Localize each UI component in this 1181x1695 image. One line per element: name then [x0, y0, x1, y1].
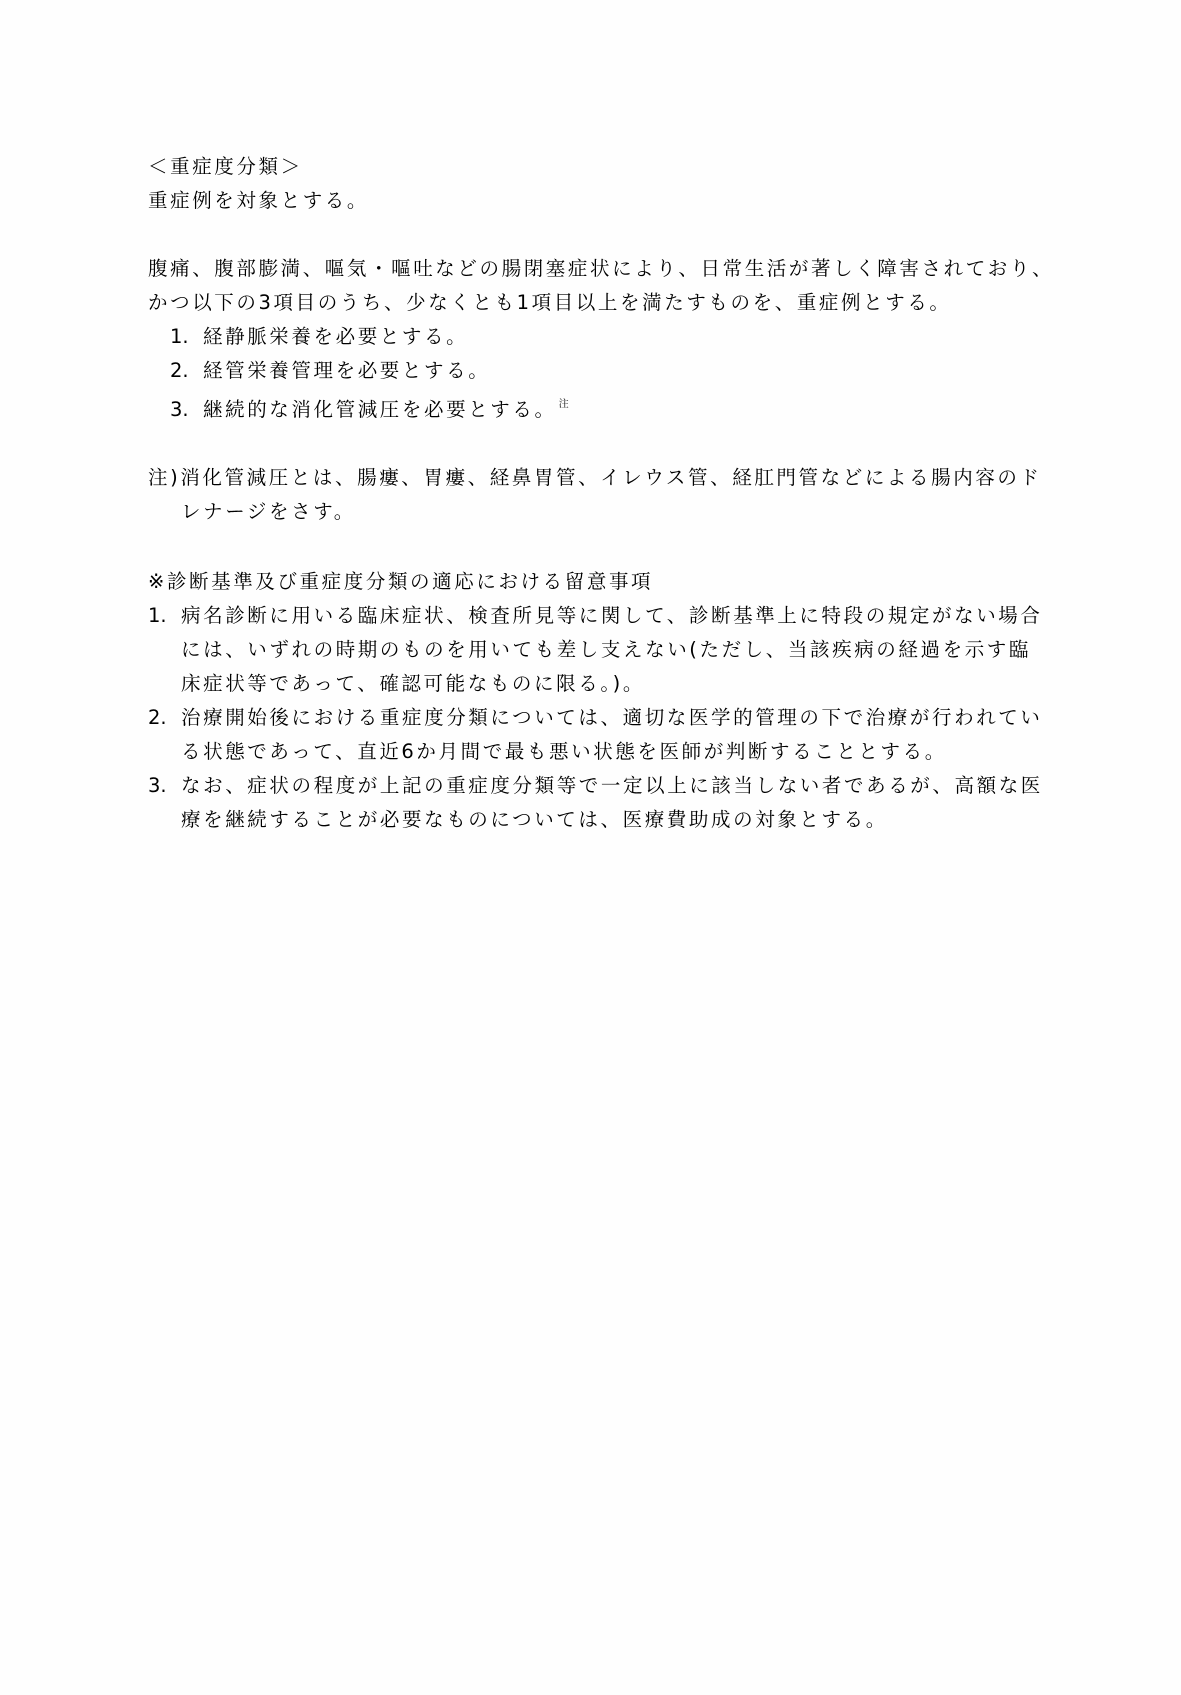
footnote-line-2: レナージをさす。 [181, 500, 356, 523]
note-text: 病名診断に用いる臨床症状、検査所見等に関して、診断基準上に特段の規定がない場合 [181, 604, 1043, 627]
note-3-line-1 [148, 774, 1043, 798]
note-text: 治療開始後における重症度分類については、適切な医学的管理の下で治療が行われてい [181, 706, 1043, 729]
item-number: 1. [170, 325, 189, 348]
item-text: 継続的な消化管減圧を必要とする。 [203, 398, 557, 421]
note-number: 3. [148, 774, 167, 797]
note-number: 1. [148, 604, 167, 627]
section-title: ＜重症度分類＞ [148, 155, 303, 178]
note-1-line-1 [148, 604, 1043, 628]
footnote-marker: 注 [558, 399, 569, 410]
criteria-item-2 [170, 359, 490, 383]
item-number: 3. [170, 398, 189, 421]
item-text: 経静脈栄養を必要とする。 [203, 325, 469, 348]
note-number: 2. [148, 706, 167, 729]
item-number: 2. [170, 359, 189, 382]
criteria-line-2: かつ以下の3項目のうち、少なくとも1項目以上を満たすものを、重症例とする。 [148, 291, 952, 314]
note-1-line-3: 床症状等であって、確認可能なものに限る。)。 [181, 672, 645, 695]
criteria-line-1: 腹痛、腹部膨満、嘔気・嘔吐などの腸閉塞症状により、日常生活が著しく障害されており、 [148, 257, 1055, 280]
criteria-item-1 [170, 325, 468, 349]
notes-title: ※診断基準及び重症度分類の適応における留意事項 [148, 570, 654, 593]
criteria-item-3 [170, 393, 569, 422]
note-2-line-2: る状態であって、直近6か月間で最も悪い状態を医師が判断することとする。 [181, 740, 947, 763]
note-text: なお、症状の程度が上記の重症度分類等で一定以上に該当しない者であるが、高額な医 [181, 774, 1043, 797]
item-text: 経管栄養管理を必要とする。 [203, 359, 491, 382]
note-1-line-2: には、いずれの時期のものを用いても差し支えない(ただし、当該疾病の経過を示す臨 [181, 638, 1032, 661]
intro-text: 重症例を対象とする。 [148, 189, 370, 212]
note-2-line-1 [148, 706, 1043, 730]
note-3-line-2: 療を継続することが必要なものについては、医療費助成の対象とする。 [181, 808, 888, 831]
footnote-line-1: 注)消化管減圧とは、腸瘻、胃瘻、経鼻胃管、イレウス管、経肛門管などによる腸内容のド [148, 466, 1042, 489]
